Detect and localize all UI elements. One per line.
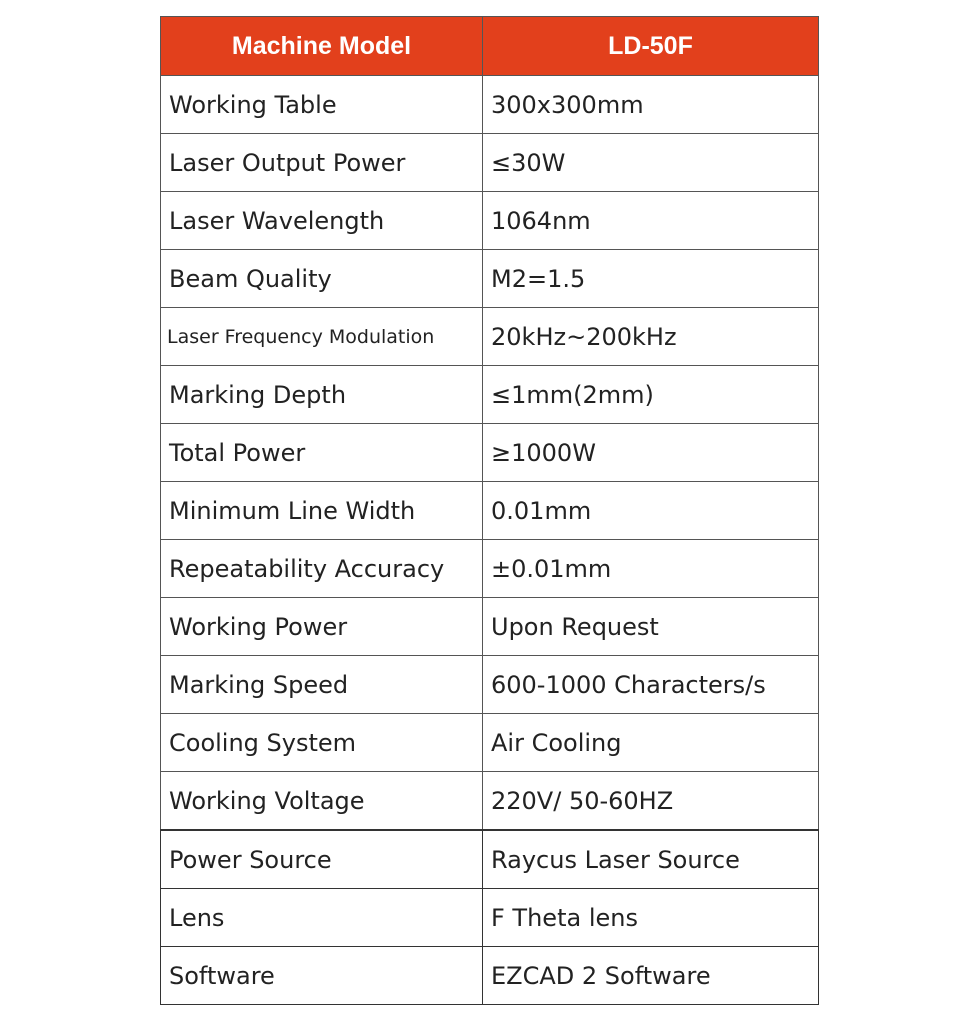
spec-value: 0.01mm (483, 482, 819, 540)
spec-label: Marking Speed (161, 656, 483, 714)
spec-value: ±0.01mm (483, 540, 819, 598)
spec-label: Minimum Line Width (161, 482, 483, 540)
table-row (161, 772, 819, 831)
table-row (161, 482, 819, 540)
table-row (161, 830, 819, 889)
header-label: Machine Model (161, 17, 483, 76)
table-row (161, 947, 819, 1005)
spec-value: Upon Request (483, 598, 819, 656)
spec-value: ≥1000W (483, 424, 819, 482)
spec-label: Power Source (161, 830, 483, 889)
spec-label: Cooling System (161, 714, 483, 772)
spec-value: EZCAD 2 Software (483, 947, 819, 1005)
header-value: LD-50F (483, 17, 819, 76)
spec-value: M2=1.5 (483, 250, 819, 308)
spec-label: Marking Depth (161, 366, 483, 424)
spec-label: Laser Output Power (161, 134, 483, 192)
table-row (161, 308, 819, 366)
table-header-row (161, 17, 819, 76)
spec-value: F Theta lens (483, 889, 819, 947)
table-row (161, 192, 819, 250)
table-row (161, 656, 819, 714)
spec-label: Repeatability Accuracy (161, 540, 483, 598)
table-row (161, 424, 819, 482)
table-row (161, 540, 819, 598)
table-row (161, 250, 819, 308)
spec-label: Working Voltage (161, 772, 483, 831)
table-row (161, 714, 819, 772)
table-row (161, 366, 819, 424)
spec-label: Lens (161, 889, 483, 947)
table-row (161, 134, 819, 192)
spec-value: 1064nm (483, 192, 819, 250)
spec-value: 600-1000 Characters/s (483, 656, 819, 714)
spec-label: Beam Quality (161, 250, 483, 308)
spec-label: Software (161, 947, 483, 1005)
spec-label: Laser Wavelength (161, 192, 483, 250)
spec-value: Air Cooling (483, 714, 819, 772)
spec-value: ≤1mm(2mm) (483, 366, 819, 424)
spec-value: ≤30W (483, 134, 819, 192)
spec-value: 20kHz~200kHz (483, 308, 819, 366)
spec-table (160, 16, 819, 1005)
spec-value: 300x300mm (483, 76, 819, 134)
table-row (161, 598, 819, 656)
spec-value: 220V/ 50-60HZ (483, 772, 819, 831)
table-row (161, 76, 819, 134)
table-row (161, 889, 819, 947)
spec-label: Laser Frequency Modulation (161, 308, 483, 366)
spec-label: Total Power (161, 424, 483, 482)
spec-value: Raycus Laser Source (483, 830, 819, 889)
spec-label: Working Power (161, 598, 483, 656)
spec-label: Working Table (161, 76, 483, 134)
